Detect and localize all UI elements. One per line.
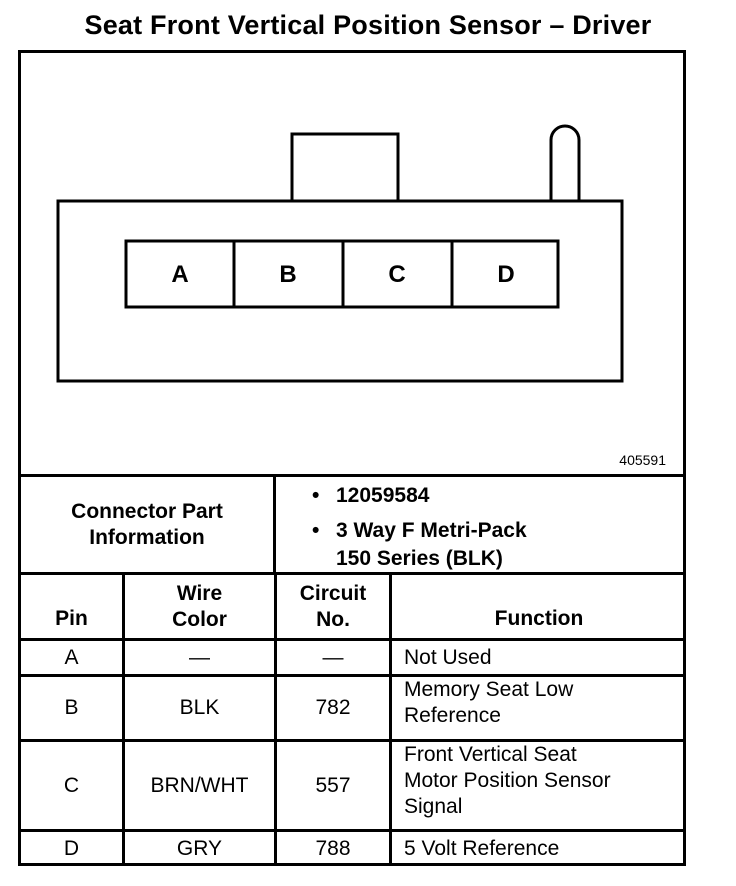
connector-type-line: 3 Way F Metri-Pack	[336, 519, 527, 542]
latch-tab	[292, 134, 398, 201]
pin-label-a: A	[171, 261, 189, 288]
part-info-label	[21, 477, 273, 572]
header-pin: Pin	[55, 607, 88, 630]
connector-type-line: 150 Series (BLK)	[336, 547, 503, 570]
table-cell-pin: C	[63, 773, 80, 797]
header-circuit-line: Circuit	[299, 581, 367, 605]
header-function: Function	[494, 607, 584, 630]
table-cell-circuit: 788	[315, 837, 351, 860]
header-wire-color	[125, 575, 274, 638]
header-circuit-line: No.	[316, 607, 350, 631]
figure-id: 405591	[619, 452, 666, 468]
connector-type	[336, 517, 527, 573]
table-cell-wire: GRY	[176, 837, 223, 860]
table-cell-circuit: 557	[315, 773, 351, 797]
part-number-item	[312, 482, 527, 510]
pin-label-d: D	[497, 261, 515, 288]
function-line: Signal	[404, 795, 463, 818]
connector-type-item	[312, 517, 527, 573]
connector-diagram	[18, 50, 686, 476]
table-cell-pin: D	[63, 837, 80, 860]
table-cell-function: 5 Volt Reference	[404, 837, 560, 860]
pin-label-c: C	[388, 261, 406, 288]
table-cell-wire: —	[189, 645, 210, 669]
part-info-list	[312, 482, 527, 573]
function-line: Motor Position Sensor	[404, 769, 611, 792]
table-cell-pin: B	[64, 696, 79, 719]
table-cell-circuit: —	[322, 645, 344, 669]
table-cell-wire: BRN/WHT	[150, 773, 249, 797]
part-info-label-line: Information	[89, 525, 205, 549]
function-line: Memory Seat Low	[404, 678, 574, 701]
header-wire-color-line: Color	[172, 607, 227, 631]
table-cell-circuit: 782	[315, 696, 351, 719]
part-info-label-line: Connector Part	[71, 499, 223, 523]
function-line: Front Vertical Seat	[404, 743, 577, 766]
table-cell-function	[392, 742, 686, 829]
pin-label-b: B	[279, 261, 297, 288]
header-circuit-no	[277, 575, 389, 638]
function-line: Reference	[404, 704, 501, 727]
table-cell-function: Not Used	[404, 645, 492, 669]
lock-finger	[551, 126, 579, 201]
table-cell-pin: A	[64, 645, 79, 669]
header-wire-color-line: Wire	[176, 581, 223, 605]
divider	[273, 474, 276, 575]
bullet-icon: •	[312, 484, 320, 507]
connector-body	[58, 201, 622, 381]
bullet-icon: •	[312, 519, 320, 542]
part-number: 12059584	[336, 484, 430, 507]
page-title: Seat Front Vertical Position Sensor – Driver	[84, 10, 652, 40]
table-cell-function	[392, 677, 686, 739]
table-cell-wire: BLK	[179, 696, 220, 719]
